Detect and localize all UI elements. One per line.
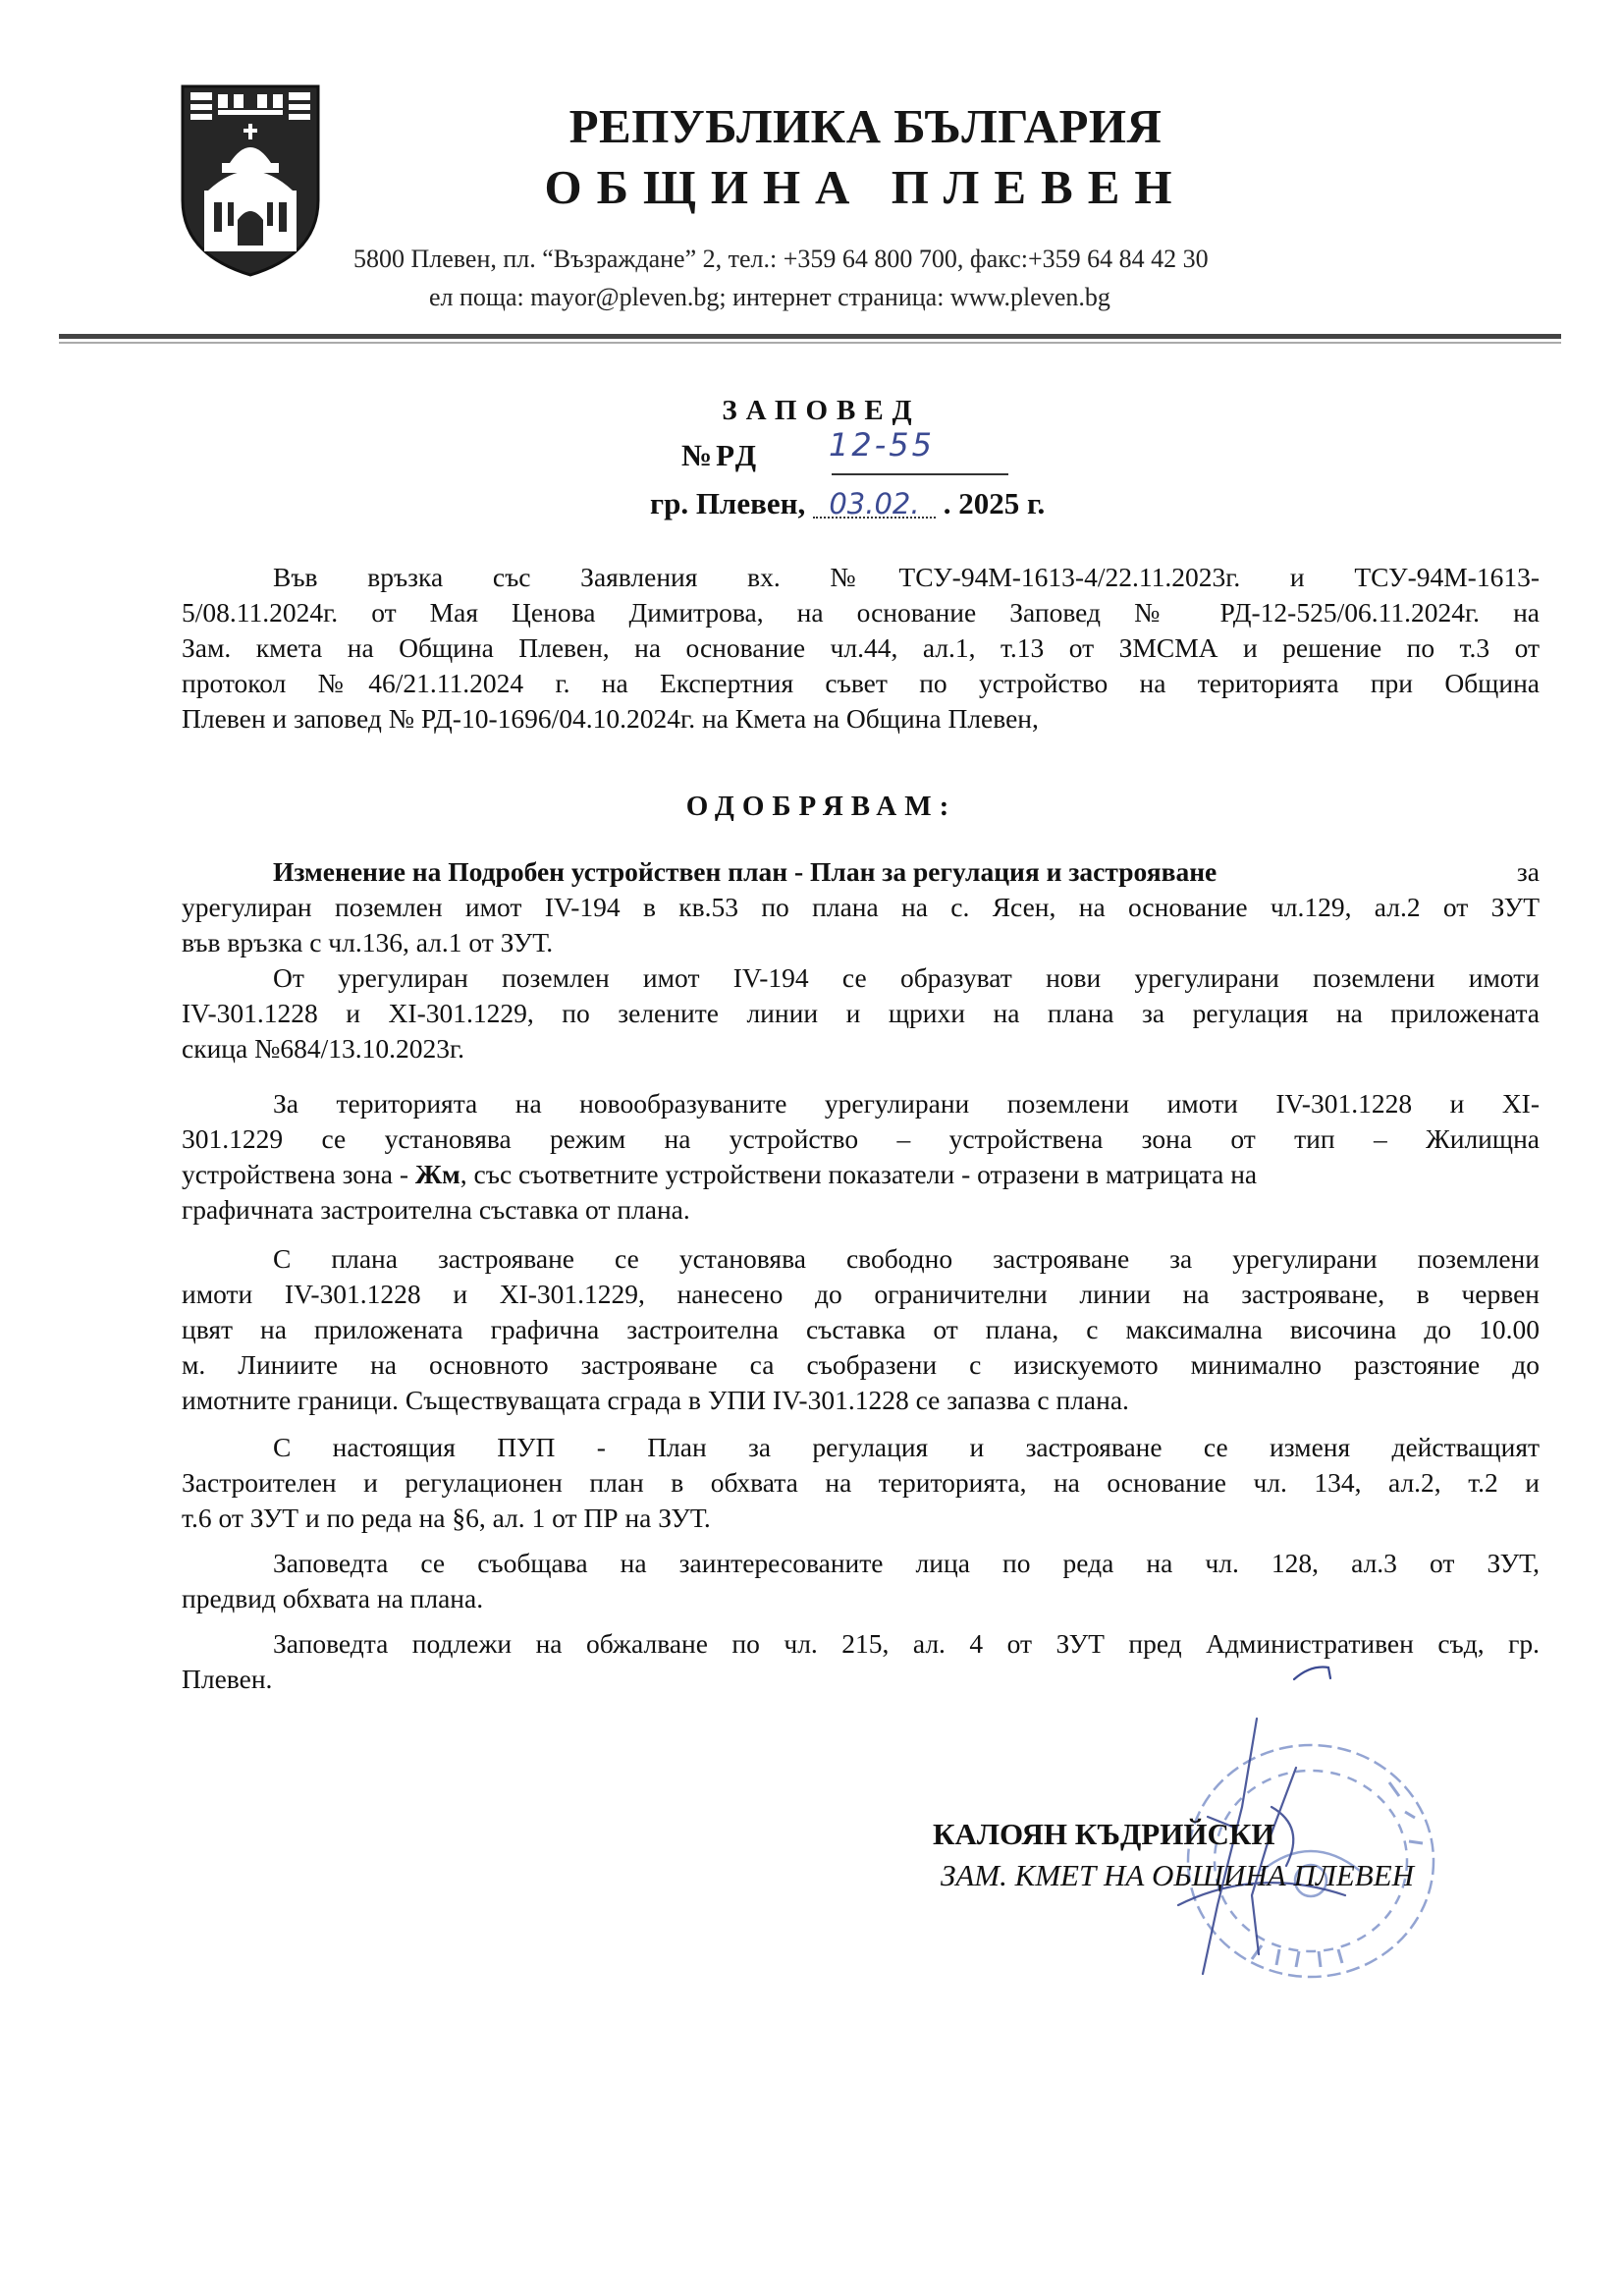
year-suffix: . 2025 г. bbox=[943, 486, 1046, 520]
order-number bbox=[681, 426, 935, 473]
p4-line: цвят на приложената графична застроителна съставка от плана, с максимална височина до 10.00 bbox=[182, 1314, 1540, 1344]
p4-line: имотните граници. Съществуващата сграда в УПИ IV-301.1228 се запазва с плана. bbox=[182, 1385, 1129, 1415]
p1-bold-title: Изменение на Подробен устройствен план - План за регулация и застрояване bbox=[273, 856, 1217, 887]
order-number-label: №РД bbox=[681, 438, 761, 472]
p6-line: предвид обхвата на плана. bbox=[182, 1583, 484, 1613]
order-place-date bbox=[650, 486, 1045, 521]
p3-zone-post: , със съответните устройствени показатели - отразени в матрицата на bbox=[460, 1159, 1258, 1189]
p3-zone-pre: устройствена зона - bbox=[182, 1159, 415, 1189]
order-number-handwritten: 12-55 bbox=[829, 426, 935, 464]
municipality-heading: ОБЩИНА ПЛЕВЕН bbox=[544, 160, 1187, 214]
p2-line: IV-301.1228 и XI-301.1229, по зелените линии и щрихи на плана за регулация на приложената bbox=[182, 998, 1540, 1028]
contact-email-web: ел поща: mayor@pleven.bg; интернет страница: www.pleven.bg bbox=[429, 283, 1110, 311]
preamble-line: протокол №46/21.11.2024 г. на Експертния съвет по устройство на територията при Община bbox=[182, 668, 1540, 698]
order-number-underline bbox=[832, 473, 1008, 475]
p4-line: м. Линиите на основното застрояване са съобразени с изискуемото минимално разстояние до bbox=[182, 1349, 1540, 1380]
p5-line: Застроителен и регулационен план в обхвата на територията, на основание чл. 134, ал.2, т.2 и bbox=[182, 1467, 1540, 1498]
p7-line: Заповедта подлежи на обжалване по чл. 215, ал. 4 от ЗУТ пред Административен съд, гр. bbox=[273, 1628, 1540, 1659]
header-divider-thin bbox=[59, 342, 1561, 344]
p6-line: Заповедта се съобщава на заинтересованите лица по реда на чл. 128, ал.3 от ЗУТ, bbox=[273, 1548, 1540, 1578]
p3-line: За територията на новообразуваните урегулирани поземлени имоти IV-301.1228 и XI- bbox=[273, 1088, 1540, 1119]
country-heading: РЕПУБЛИКА БЪЛГАРИЯ bbox=[568, 99, 1163, 153]
p2-line: скица №684/13.10.2023г. bbox=[182, 1033, 465, 1064]
p7-line: Плевен. bbox=[182, 1664, 273, 1694]
preamble-line: Във връзка със Заявления вх. №ТСУ-94М-1613-4/22.11.2023г. и ТСУ-94М-1613- bbox=[273, 562, 1540, 592]
handwritten-tick-icon bbox=[1291, 1663, 1335, 1682]
p4-line: имоти IV-301.1228 и XI-301.1229, нанесено до ограничителни линии на застрояване, в червен bbox=[182, 1279, 1540, 1309]
p3-zone-code: Жм bbox=[414, 1159, 460, 1189]
contact-address: 5800 Плевен, пл. “Възраждане” 2, тел.: +359 64 800 700, факс:+359 64 84 42 30 bbox=[353, 245, 1209, 273]
place-prefix: гр. Плевен, bbox=[650, 486, 806, 520]
p5-line: т.6 от ЗУТ и по реда на §6, ал. 1 от ПР на ЗУТ. bbox=[182, 1503, 711, 1533]
preamble-line: 5/08.11.2024г. от Мая Ценова Димитрова, на основание Заповед № РД-12-525/06.11.2024г. на bbox=[182, 597, 1540, 628]
order-title: ЗАПОВЕД bbox=[722, 395, 921, 426]
p3-line: графичната застроителна съставка от плана. bbox=[182, 1194, 690, 1225]
p1-line: урегулиран поземлен имот IV-194 в кв.53 по плана на с. Ясен, на основание чл.129, ал.2 от ЗУТ bbox=[182, 892, 1540, 922]
p4-line: С плана застрояване се установява свободно застрояване за урегулирани поземлени bbox=[273, 1243, 1540, 1274]
p2-line: От урегулиран поземлен имот IV-194 се образуват нови урегулирани поземлени имоти bbox=[273, 962, 1540, 993]
p1-first-line bbox=[273, 856, 1540, 888]
p3-line: 301.1229 се установява режим на устройство – устройствена зона от тип – Жилищна bbox=[182, 1123, 1540, 1154]
header-divider bbox=[59, 334, 1561, 339]
p1-first-line-rest: за bbox=[1516, 856, 1540, 887]
date-handwritten: 03.02. bbox=[813, 487, 936, 520]
approve-heading: ОДОБРЯВАМ: bbox=[685, 791, 957, 822]
signatory-title: ЗАМ. КМЕТ НА ОБЩИНА ПЛЕВЕН bbox=[941, 1858, 1415, 1892]
p1-line: във връзка с чл.136, ал.1 от ЗУТ. bbox=[182, 927, 554, 957]
p3-line-zone bbox=[182, 1159, 1540, 1190]
preamble-line: Зам. кмета на Община Плевен, на основание чл.44, ал.1, т.13 от ЗМСМА и решение по т.3 от bbox=[182, 632, 1540, 663]
signatory-name: КАЛОЯН КЪДРИЙСКИ bbox=[933, 1817, 1275, 1851]
p5-line: С настоящия ПУП - План за регулация и застрояване се изменя действащият bbox=[273, 1432, 1540, 1462]
preamble-line: Плевен и заповед № РД-10-1696/04.10.2024г. на Кмета на Община Плевен, bbox=[182, 703, 1039, 734]
